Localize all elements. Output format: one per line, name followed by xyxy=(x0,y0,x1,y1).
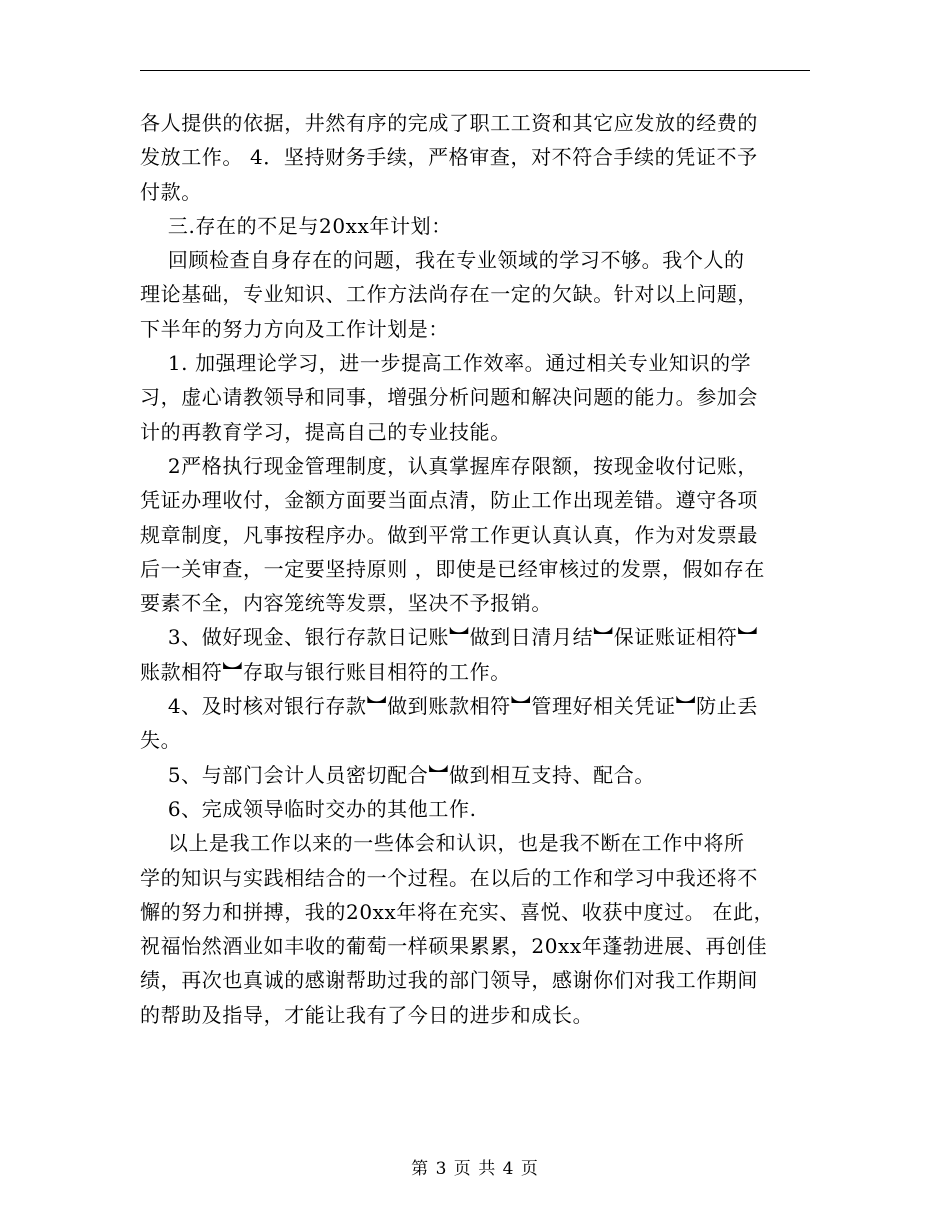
text-line: 后一关审查，一定要坚持原则 ，即使是已经审核过的发票，假如存在 xyxy=(140,556,765,581)
text-line: 下半年的努力方向及工作计划是： xyxy=(140,316,449,341)
text-line: 1. 加强理论学习，进一步提高工作效率。通过相关专业知识的学 xyxy=(140,351,752,376)
text-line: 付款。 xyxy=(140,179,202,204)
text-line: 各人提供的依据，井然有序的完成了职工工资和其它应发放的经费的 xyxy=(140,111,758,135)
text-line: 祝福怡然酒业如丰收的葡萄一样硕果累累，20xx年蓬勃进展、再创佳 xyxy=(140,934,768,959)
page-number: 第 3 页 共 4 页 xyxy=(411,1159,539,1179)
text-line: 3、做好现金、银行存款日记账︼做到日清月结︼保证账证相符︼ xyxy=(140,625,758,650)
text-line: 回顾检查自身存在的问题，我在专业领域的学习不够。我个人的 xyxy=(140,248,745,273)
section-heading: 三.存在的不足与20xx年计划： xyxy=(140,213,452,238)
text-line: 的帮助及指导，才能让我有了今日的进步和成长。 xyxy=(140,1002,594,1027)
text-line: 发放工作。 4．坚持财务手续，严格审查，对不符合手续的凭证不予 xyxy=(140,145,758,170)
text-line: 习，虚心请教领导和同事，增强分析问题和解决问题的能力。参加会 xyxy=(140,385,758,410)
text-line: 绩，再次也真诚的感谢帮助过我的部门领导，感谢你们对我工作期间 xyxy=(140,968,758,993)
text-line: 懈的努力和拼搏，我的20xx年将在充实、喜悦、收获中度过。 在此， xyxy=(140,899,775,924)
text-line: 账款相符︼存取与银行账目相符的工作。 xyxy=(140,659,511,684)
header-rule xyxy=(140,70,810,71)
text-line: 2严格执行现金管理制度，认真掌握库存限额，按现金收付记账， xyxy=(140,453,758,478)
text-line: 失。 xyxy=(140,728,182,753)
text-line: 凭证办理收付，金额方面要当面点清，防止工作出现差错。遵守各项 xyxy=(140,488,758,513)
text-line: 以上是我工作以来的一些体会和认识，也是我不断在工作中将所 xyxy=(140,831,745,856)
text-line: 6、完成领导临时交办的其他工作. xyxy=(140,796,477,821)
text-line: 理论基础，专业知识、工作方法尚存在一定的欠缺。针对以上问题， xyxy=(140,282,758,307)
text-line: 计的再教育学习，提高自己的专业技能。 xyxy=(140,419,511,444)
text-line: 要素不全，内容笼统等发票，坚决不予报销。 xyxy=(140,591,552,616)
text-line: 规章制度，凡事按程序办。做到平常工作更认真认真，作为对发票最 xyxy=(140,522,758,547)
document-body xyxy=(140,106,810,1032)
text-line: 5、与部门会计人员密切配合︼做到相互支持、配合。 xyxy=(140,762,655,787)
text-line: 学的知识与实践相结合的一个过程。在以后的工作和学习中我还将不 xyxy=(140,865,758,890)
text-line: 4、及时核对银行存款︼做到账款相符︼管理好相关凭证︼防止丢 xyxy=(140,694,758,719)
